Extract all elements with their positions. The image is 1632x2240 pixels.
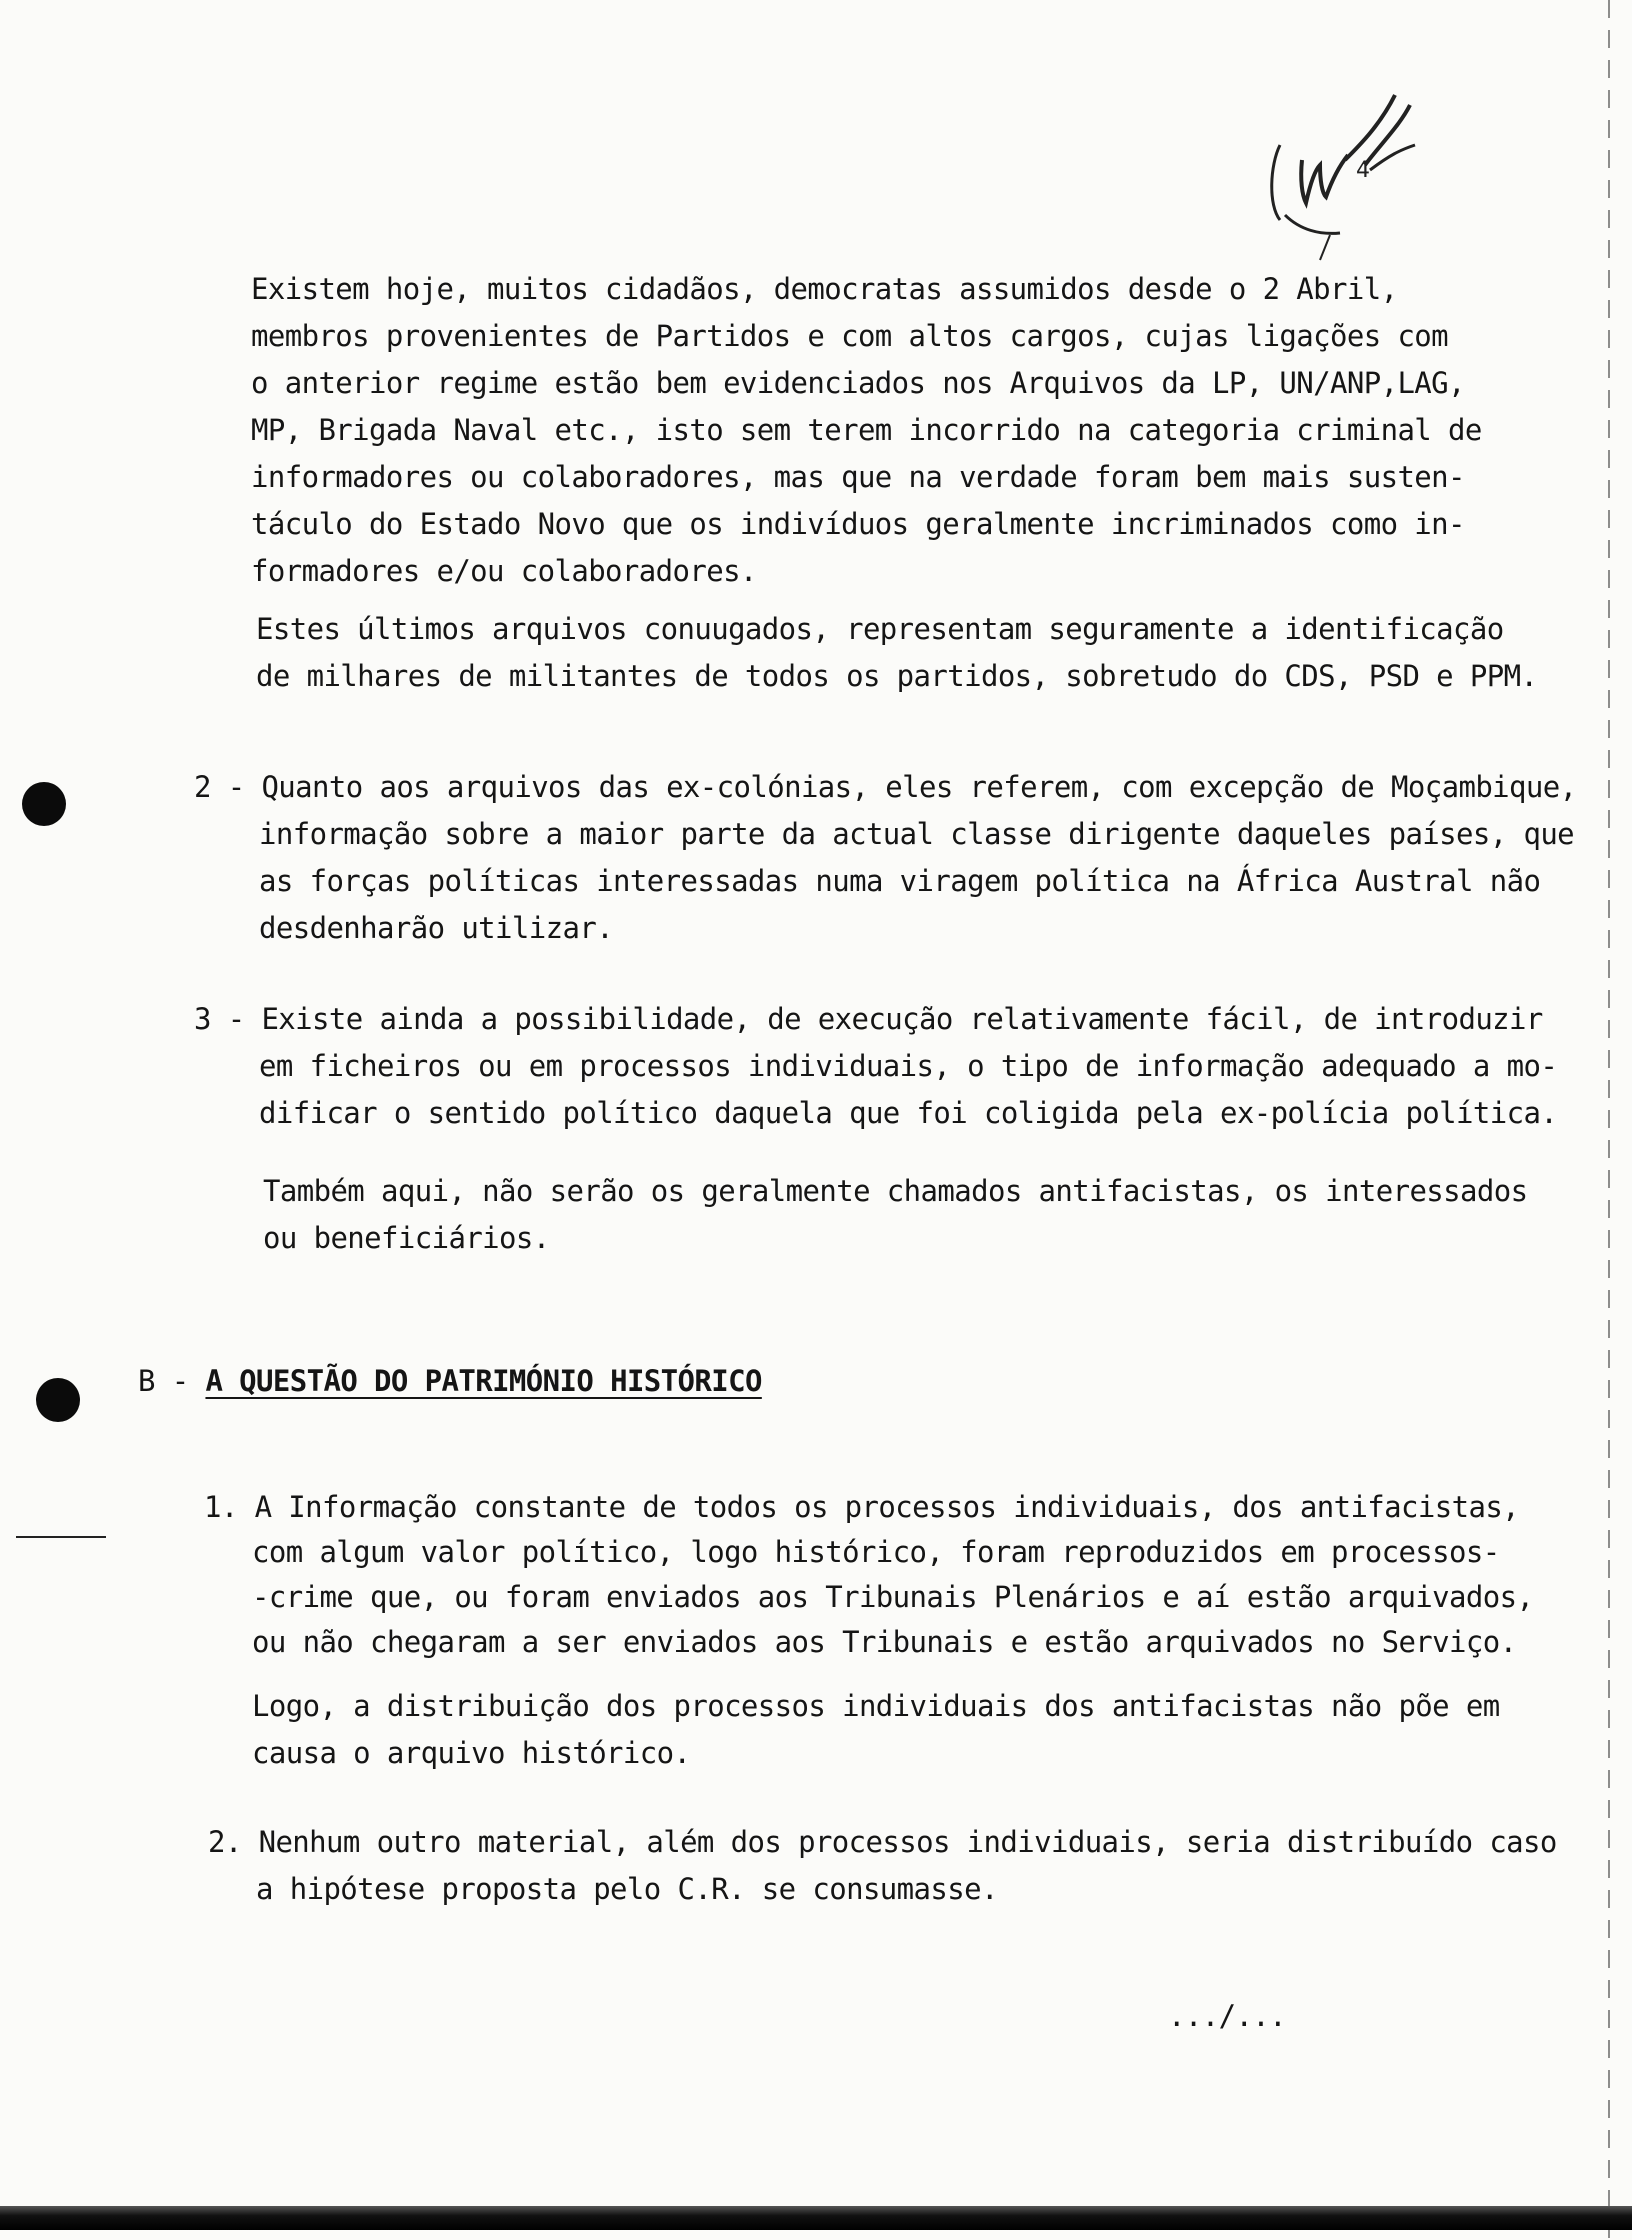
punch-hole xyxy=(36,1378,80,1422)
text-line: o anterior regime estão bem evidenciados nos Arquivos da LP, UN/ANP,LAG, xyxy=(251,366,1465,400)
text-line: de milhares de militantes de todos os partidos, sobretudo do CDS, PSD e PPM. xyxy=(256,659,1538,693)
text-line: MP, Brigada Naval etc., isto sem terem incorrido na categoria criminal de xyxy=(251,413,1482,447)
text-line: 2. Nenhum outro material, além dos processos individuais, seria distribuído caso xyxy=(208,1825,1557,1859)
text-line: com algum valor político, logo histórico, foram reproduzidos em processos- xyxy=(252,1535,1500,1569)
text-line: membros provenientes de Partidos e com altos cargos, cujas ligações com xyxy=(251,319,1449,353)
text-line: em ficheiros ou em processos individuais, o tipo de informação adequado a mo- xyxy=(259,1049,1558,1083)
text-line: desdenharão utilizar. xyxy=(259,911,614,945)
section-title: A QUESTÃO DO PATRIMÓNIO HISTÓRICO xyxy=(205,1364,762,1398)
text-line: 1. A Informação constante de todos os processos individuais, dos antifacistas, xyxy=(204,1490,1520,1524)
text-line: informadores ou colaboradores, mas que na verdade foram bem mais susten- xyxy=(251,460,1465,494)
continuation-mark: .../... xyxy=(1168,1999,1287,2033)
text-line: 3 - Existe ainda a possibilidade, de execução relativamente fácil, de introduzir xyxy=(194,1002,1543,1036)
text-line: informação sobre a maior parte da actual classe dirigente daqueles países, que xyxy=(259,817,1575,851)
text-line: Existem hoje, muitos cidadãos, democratas assumidos desde o 2 Abril, xyxy=(251,272,1398,306)
text-line: 2 - Quanto aos arquivos das ex-colónias, eles referem, com excepção de Moçambique, xyxy=(194,770,1577,804)
text-line: causa o arquivo histórico. xyxy=(252,1736,691,1770)
scan-bottom-border xyxy=(0,2206,1632,2230)
text-line: formadores e/ou colaboradores. xyxy=(251,554,757,588)
section-heading xyxy=(138,1358,762,1405)
text-line: ou não chegaram a ser enviados aos Tribunais e estão arquivados no Serviço. xyxy=(252,1625,1517,1659)
text-line: ou beneficiários. xyxy=(263,1221,550,1255)
text-line: Também aqui, não serão os geralmente chamados antifacistas, os interessados xyxy=(263,1174,1528,1208)
text-line: a hipótese proposta pelo C.R. se consumasse. xyxy=(256,1872,998,1906)
text-line: as forças políticas interessadas numa viragem política na África Austral não xyxy=(259,864,1541,898)
scan-edge xyxy=(1608,0,1610,2240)
folio-mark: 4 xyxy=(1356,158,1370,183)
section-label: B - xyxy=(138,1364,206,1398)
text-line: dificar o sentido político daquela que foi coligida pela ex-polícia política. xyxy=(259,1096,1558,1130)
text-line: Estes últimos arquivos conuugados, representam seguramente a identificação xyxy=(256,612,1504,646)
handwritten-signature xyxy=(1260,85,1450,265)
margin-line xyxy=(16,1536,106,1538)
punch-hole xyxy=(22,782,66,826)
text-line: -crime que, ou foram enviados aos Tribunais Plenários e aí estão arquivados, xyxy=(252,1580,1534,1614)
text-line: Logo, a distribuição dos processos individuais dos antifacistas não põe em xyxy=(252,1689,1500,1723)
text-line: táculo do Estado Novo que os indivíduos geralmente incriminados como in- xyxy=(251,507,1465,541)
